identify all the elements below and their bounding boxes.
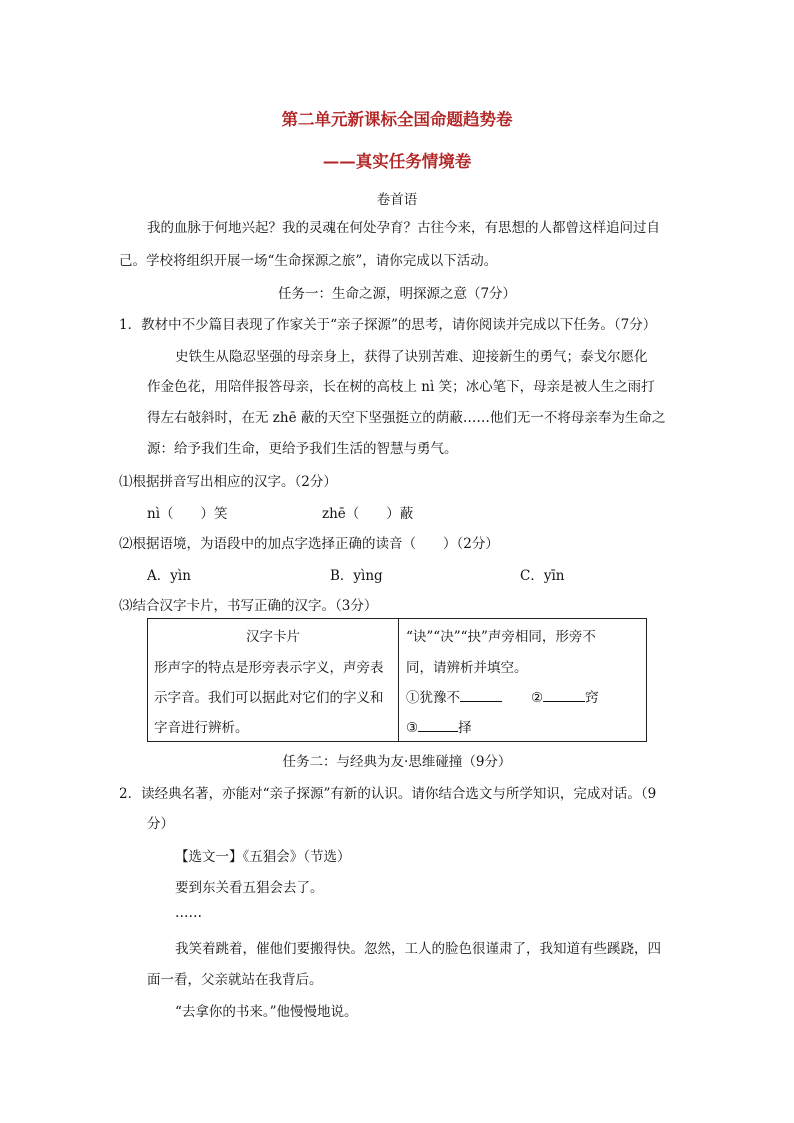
subquestion-2: ⑵根据语境，为语段中的加点字选择正确的读音（ ）（2分） (119, 536, 499, 552)
fill-blank-3[interactable] (406, 716, 472, 736)
card-text-line-1: 形声字的特点是形旁表示字义，声旁表 (154, 660, 384, 676)
subquestion-1: ⑴根据拼音写出相应的汉字。（2分） (119, 474, 337, 490)
excerpt-source: 【选文一】《五猖会》（节选） (175, 849, 351, 865)
fill-blank-1-text: ①犹豫不 (406, 690, 460, 706)
fill-blank-2-num: ② (531, 690, 544, 706)
fill-blank-1[interactable] (406, 686, 502, 706)
question-2-stem-cont: 分） (147, 816, 174, 832)
excerpt-line-3: 我笑着跳着，催他们要搬得快。忽然，工人的脸色很谨肃了，我知道有些蹊跷，四 (175, 941, 661, 957)
fill-blank-3-end: 择 (458, 720, 472, 736)
answer-line[interactable] (460, 689, 502, 702)
card-text-line-3: 字音进行辨析。 (154, 720, 249, 736)
passage-line-3: 得左右敧斜时，在无 zhē 蔽的天空下坚强挺立的荫蔽……他们无一不将母亲奉为生命之 (147, 410, 666, 426)
preface-heading: 卷首语 (376, 192, 418, 208)
table-divider (398, 619, 399, 741)
option-b[interactable]: B．yìng (330, 568, 383, 584)
answer-line[interactable] (543, 689, 585, 702)
task2-heading: 任务二：与经典为友·思维碰撞（9分） (282, 754, 512, 770)
pinyin-blank-zhe[interactable]: zhē（ ）蔽 (322, 506, 414, 522)
fill-blank-2-end: 窍 (585, 690, 599, 706)
page-subtitle: ——真实任务情境卷 (322, 152, 472, 171)
hanzi-card-table (147, 618, 647, 742)
question-1-stem: 1．教材中不少篇目表现了作家关于“亲子探源”的思考，请你阅读并完成以下任务。（7分） (119, 317, 657, 333)
excerpt-line-1: 要到东关看五猖会去了。 (175, 880, 324, 896)
option-c[interactable]: C．yīn (520, 568, 565, 584)
excerpt-line-5: “去拿你的书来。”他慢慢地说。 (175, 1004, 358, 1020)
preface-line-2: 己。学校将组织开展一场“生命探源之旅”，请你完成以下活动。 (119, 253, 498, 269)
card-text-line-2: 示字音。我们可以据此对它们的字义和 (154, 690, 384, 706)
task1-heading: 任务一：生命之源，明探源之意（7分） (277, 286, 517, 302)
preface-line-1: 我的血脉于何地兴起？我的灵魂在何处孕育？古往今来，有思想的人都曾这样追问过自 (147, 220, 660, 236)
passage-line-1: 史铁生从隐忍坚强的母亲身上，获得了诀别苦难、迎接新生的勇气；泰戈尔愿化 (175, 349, 648, 365)
excerpt-line-4: 面一看，父亲就站在我背后。 (147, 972, 323, 988)
passage-line-4: 源：给予我们生命，更给予我们生活的智慧与勇气。 (147, 441, 458, 457)
page-title: 第二单元新课标全国命题趋势卷 (281, 110, 513, 129)
card-instruction-line-2: 同，请辨析并填空。 (406, 660, 528, 676)
fill-blank-3-num: ③ (406, 720, 419, 736)
option-a[interactable]: A．yìn (147, 568, 191, 584)
subquestion-3: ⑶结合汉字卡片，书写正确的汉字。（3分） (119, 598, 378, 614)
excerpt-line-2: …… (175, 905, 202, 921)
fill-blank-2[interactable] (531, 686, 599, 706)
pinyin-blank-ni[interactable]: nì（ ）笑 (147, 506, 228, 522)
passage-line-2: 作金色花，用陪伴报答母亲，长在树的高枝上 nì 笑；冰心笔下，母亲是被人生之雨打 (147, 379, 655, 395)
answer-line[interactable] (418, 719, 458, 732)
card-instruction-line-1: “诀”“决”“抉”声旁相同，形旁不 (406, 629, 596, 645)
card-heading: 汉字卡片 (246, 629, 300, 645)
question-2-stem: 2．读经典名著，亦能对“亲子探源”有新的认识。请你结合选文与所学知识，完成对话。（9 (119, 786, 657, 802)
